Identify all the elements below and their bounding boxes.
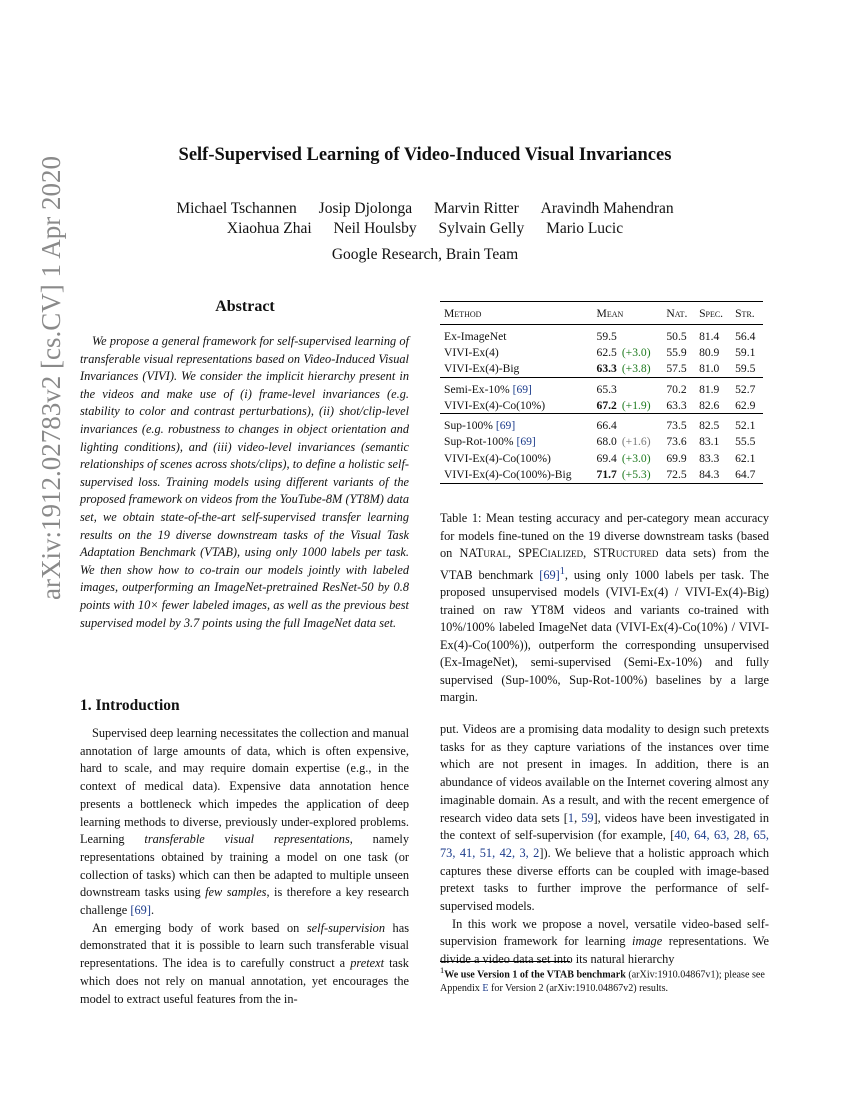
author-name: Josip Djolonga [318, 200, 413, 217]
footnote: $^1$We use Version 1 of the VTAB benchmark (arXiv:1910.04867v1); please see Appendix E for Version 2 (arXiv:1910.04867v2) results. [440, 966, 765, 995]
citation-link[interactable]: 59 [581, 810, 594, 825]
abstract-body: We propose a general framework for self-supervised learning of transferable visual representations based on Video-Induced Visual Invariances (VIVI). We consider the implicit hierarchy present in the videos and make use of (i) frame-level invariances (e.g. stability to color and contrast perturbations), (ii) shot/clip-level invariances (e.g. robustness to changes in object orientation and lighting conditions), and (iii) video-level invariances (semantic relationships of scenes across shots/clips), to define a holistic self-supervised loss. Training models using different variants of the proposed framework on videos from the YouTube-8M (YT8M) data set, we obtain state-of-the-art self-supervised transfer learning results on the 19 diverse downstream tasks of the Visual Task Adaptation Benchmark (VTAB), using only 1000 labels per task. We then show how to co-train our models jointly with labeled images, outperforming an ImageNet-pretrained ResNet-50 by 0.8 points with 10× fewer labeled images, as well as the previous best supervised model by 3.7 points using the full ImageNet data set. [80, 334, 409, 630]
table-caption: Table 1: Mean testing accuracy and per-category mean accuracy for models fine-tuned on the 19 diverse downstream tasks (based on NATural, SPECialized, STRuctured data sets) from the VTAB benchmark [69]$^1$, using only 1000 labels per task. The proposed unsupervised models (VIVI-Ex(4) / VIVI-Ex(4)-Big) trained on raw YT8M videos and variants co-trained with 10%/100% labeled ImageNet data (VIVI-Ex(4)-Co(10%) / VIVI-Ex(4)-Co(100%)), outperform the corresponding unsupervised (Ex-ImageNet), semi-supervised (Semi-Ex-10%) and fully supervised (Sup-100%, Sup-Rot-100%) baselines by a large margin. [440, 511, 770, 705]
author-name: Mario Lucic [546, 220, 624, 237]
author-name: Sylvain Gelly [438, 220, 525, 237]
intro-paragraph: Supervised deep learning necessitates the collection and manual annotation of large amounts of data, which is often expensive, hard to scale, and may require domain expertise (e.g., in the context of medical data). Expensive data annotation hence presents a bottleneck which impedes the application of deep learning methods to diverse, previously under-explored problems. Learning transferable visual representations, namely representations obtained by training a model on one task (or collection of tasks) which can then be adapted to multiple unseen downstream tasks using few samples, is therefore a key research challenge [69]. [80, 726, 410, 918]
table-row: VIVI-Ex(4)-Co(100%) 69.4 (+3.0) 69.9 83.3 62.1 [444, 451, 756, 465]
author-name: Xiaohua Zhai [226, 220, 312, 237]
citation-link[interactable]: [69] [512, 382, 532, 396]
table-row: Sup-100% [69] 66.4 73.5 82.5 52.1 [440, 414, 763, 434]
table-row: VIVI-Ex(4) 62.5 (+3.0) 55.9 80.9 59.1 [444, 345, 756, 359]
table-row: Ex-ImageNet 59.5 50.5 81.4 56.4 [444, 329, 756, 343]
table-row: VIVI-Ex(4)-Co(100%)-Big 71.7 (+5.3) 72.5 84.3 64.7 [440, 466, 763, 483]
intro-paragraph: put. Videos are a promising data modality to design such pretexts tasks for as they capture variations of the instances over time which are not present in images. In addition, there is an abundance of videos available on the Internet covering almost any imaginable domain. As a result, and with the recent emergence of research video data sets [1, 59], videos have been investigated in the context of self-supervision (for example, [40, 64, 63, 28, 65, 73, 41, 51, 42, 3, 2]). We believe that a holistic approach which captures these diverse efforts can be coupled with image-based pretext tasks to further improve the performance of self-supervised models. [440, 722, 770, 914]
arxiv-identifier: arXiv:1912.02783v2 [cs.CV] 1 Apr 2020 [36, 156, 66, 600]
citation-link[interactable]: [69] [130, 903, 151, 918]
footnote-divider [440, 961, 570, 962]
citation-link[interactable]: [69] [495, 419, 516, 433]
appendix-link[interactable]: E [482, 983, 489, 995]
author-name: Aravindh Mahendran [540, 200, 674, 217]
abstract-heading: Abstract [215, 298, 275, 315]
affiliation: Google Research, Brain Team [331, 246, 519, 263]
table-header-row [440, 302, 763, 325]
intro-right-column [440, 721, 769, 969]
authors-line-1 [0, 200, 850, 218]
results-table [440, 301, 763, 484]
intro-paragraph: An emerging body of work based on self-supervision has demonstrated that it is possible to learn such transferable visual representations. The idea is to carefully construct a pretext task which does not rely on manual annotation, yet encourages the model to extract useful features from the in- [80, 920, 409, 1006]
table-row: Semi-Ex-10% [69] 65.3 70.2 81.9 52.7 [440, 377, 763, 397]
authors-line-2 [0, 220, 850, 238]
intro-left-column [80, 725, 409, 1008]
col-header-method: Method [440, 302, 593, 325]
author-name: Marvin Ritter [433, 200, 519, 217]
table-row: VIVI-Ex(4)-Co(10%) 67.2 (+1.9) 63.3 82.6 62.9 [444, 398, 756, 412]
citation-link[interactable]: [69] [539, 567, 560, 582]
author-name: Neil Houlsby [333, 220, 417, 237]
col-header-str: Str. [731, 302, 763, 325]
col-header-spec: Spec. [695, 302, 731, 325]
section-heading-introduction: 1. Introduction [80, 697, 180, 714]
citation-link[interactable]: 40, 64, 63, 28, 65, 73, 41, 51, 42, 3, 2 [440, 828, 769, 860]
table-row: VIVI-Ex(4)-Big 63.3 (+3.8) 57.5 81.0 59.5 [444, 362, 756, 376]
paper-title: Self-Supervised Learning of Video-Induced Visual Invariances [178, 145, 672, 165]
citation-link[interactable]: [69] [516, 435, 536, 449]
col-header-nat: Nat. [662, 302, 695, 325]
intro-paragraph: In this work we propose a novel, versatile video-based self-supervision framework for learning image representations. We divide a video data set into its natural hierarchy [440, 916, 769, 967]
author-name: Michael Tschannen [176, 200, 297, 217]
col-header-mean: Mean [593, 302, 663, 325]
table-row: Sup-Rot-100% [69] 68.0 (+1.6) 73.6 83.1 55.5 [444, 435, 756, 449]
citation-link[interactable]: 1 [567, 810, 575, 825]
footnote-marker[interactable]: 1 [559, 565, 565, 577]
